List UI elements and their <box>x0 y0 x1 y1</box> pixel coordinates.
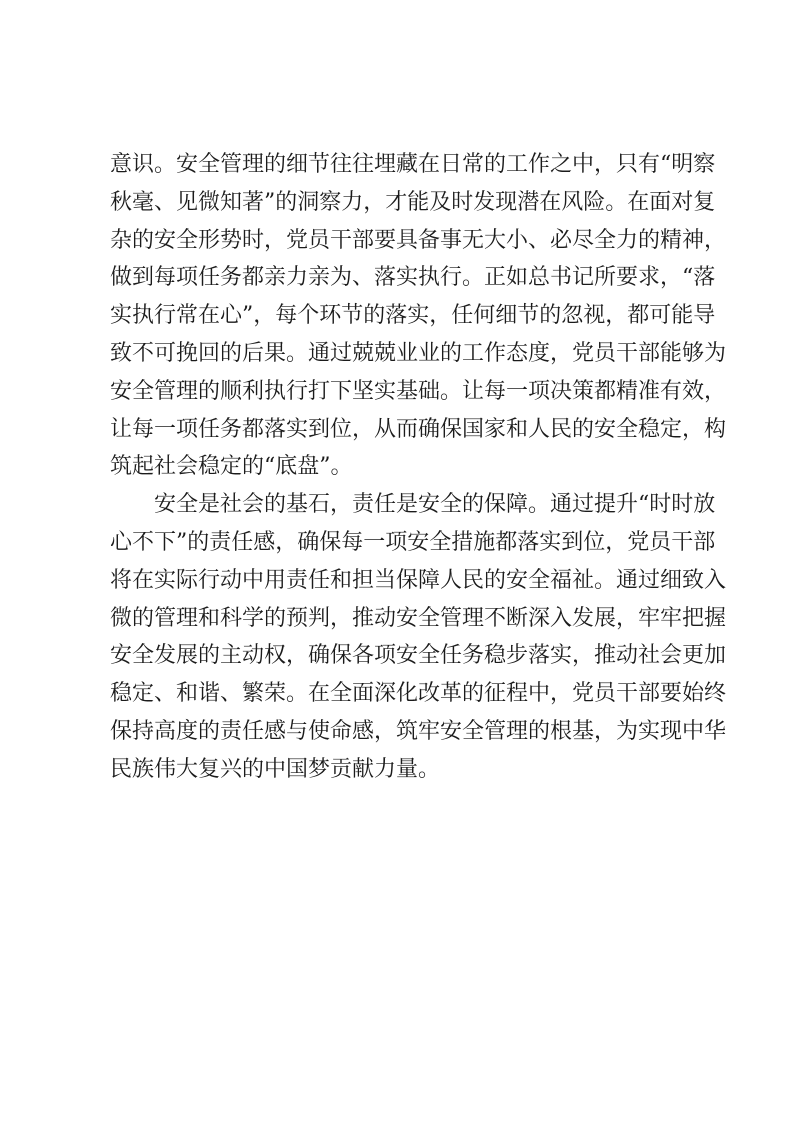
text-line: 让每一项任务都落实到位，从而确保国家和人民的安全稳定，构 <box>110 416 727 442</box>
text-line: 保持高度的责任感与使命感，筑牢安全管理的根基，为实现中华 <box>110 718 727 744</box>
text-line: 安全管理的顺利执行打下坚实基础。让每一项决策都精准有效， <box>110 378 727 404</box>
text-line: 杂的安全形势时，党员干部要具备事无大小、必尽全力的精神， <box>110 227 727 253</box>
body-text <box>110 146 727 789</box>
text-line: 实执行常在心”，每个环节的落实，任何细节的忽视，都可能导 <box>110 303 716 329</box>
text-line: 秋毫、见微知著”的洞察力，才能及时发现潜在风险。在面对复 <box>110 189 716 215</box>
text-line: 安全是社会的基石，责任是安全的保障。通过提升“时时放 <box>154 492 716 518</box>
text-line: 做到每项任务都亲力亲为、落实执行。正如总书记所要求，“落 <box>110 265 716 291</box>
text-line: 将在实际行动中用责任和担当保障人民的安全福祉。通过细致入 <box>110 567 727 593</box>
text-line: 民族伟大复兴的中国梦贡献力量。 <box>110 756 441 782</box>
text-line: 意识。安全管理的细节往往埋藏在日常的工作之中，只有“明察 <box>110 152 716 177</box>
paragraph-2 <box>110 486 727 788</box>
text-line: 心不下”的责任感，确保每一项安全措施都落实到位，党员干部 <box>110 529 716 555</box>
text-line: 致不可挽回的后果。通过兢兢业业的工作态度，党员干部能够为 <box>110 340 727 366</box>
text-line: 安全发展的主动权，确保各项安全任务稳步落实，推动社会更加 <box>110 643 727 669</box>
text-line: 微的管理和科学的预判，推动安全管理不断深入发展，牢牢把握 <box>110 605 727 631</box>
text-line: 稳定、和谐、繁荣。在全面深化改革的征程中，党员干部要始终 <box>110 681 727 707</box>
text-line: 筑起社会稳定的“底盘”。 <box>110 454 353 480</box>
paragraph-1 <box>110 146 727 486</box>
